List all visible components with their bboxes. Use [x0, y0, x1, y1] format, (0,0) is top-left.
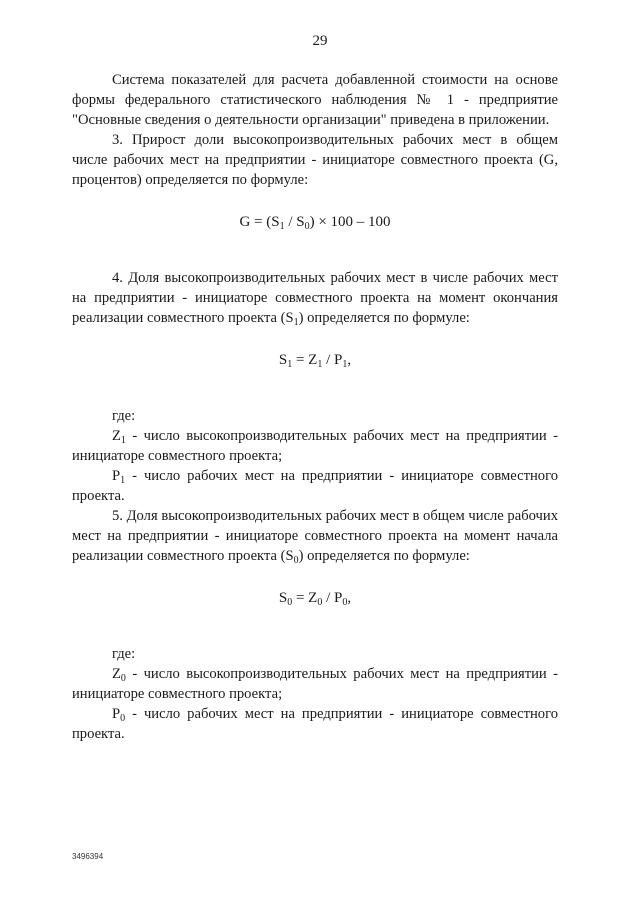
page-number: 29 — [312, 33, 328, 49]
paragraph-3-growth-share: 3. Прирост доли высокопроизводительных рабочих мест в общем числе рабочих мест на предприятии - инициаторе совместного проекта (G, процентов) определяется по формуле: — [72, 132, 558, 188]
definition-p1: $P_1$ - число рабочих мест на предприятии - инициаторе совместного проекта. — [72, 468, 558, 504]
definition-p0: $P_0$ - число рабочих мест на предприятии - инициаторе совместного проекта. — [72, 706, 558, 742]
document-id: 3496394 — [72, 852, 104, 861]
paragraph-4-share-end: 4. Доля высокопроизводительных рабочих мест в числе рабочих мест на предприятии - инициаторе совместного проекта на момент окончания реализации совместного проекта $(S_1)$ определяется по формуле: — [72, 270, 558, 328]
paragraph-5-share-start: 5. Доля высокопроизводительных рабочих мест в общем числе рабочих мест на предприятии - инициаторе совместного проекта на момент начала реализации совместного проекта $(S_0)$ определяется по формуле: — [72, 508, 558, 566]
definition-z0: $Z_0$ - число высокопроизводительных рабочих мест на предприятии - инициаторе совместного проекта; — [72, 666, 558, 702]
where-label-1: где: — [112, 408, 136, 424]
where-label-2: где: — [112, 646, 136, 662]
formula-s1: $S_1 = Z_1 / P_1$, — [278, 352, 352, 370]
paragraph-value-added-system: Система показателей для расчета добавленной стоимости на основе формы федерального статистического наблюдения № 1 - предприятие "Основные сведения о деятельности организации" приведена в приложении. — [72, 72, 558, 128]
formula-g: $G = (S_1 / S_0) \times 100 - 100$ — [239, 214, 391, 232]
definition-z1: $Z_1$ - число высокопроизводительных рабочих мест на предприятии - инициаторе совместного проекта; — [72, 428, 558, 464]
formula-s0: $S_0 = Z_0 / P_0$, — [278, 590, 352, 608]
document-body — [72, 70, 558, 744]
